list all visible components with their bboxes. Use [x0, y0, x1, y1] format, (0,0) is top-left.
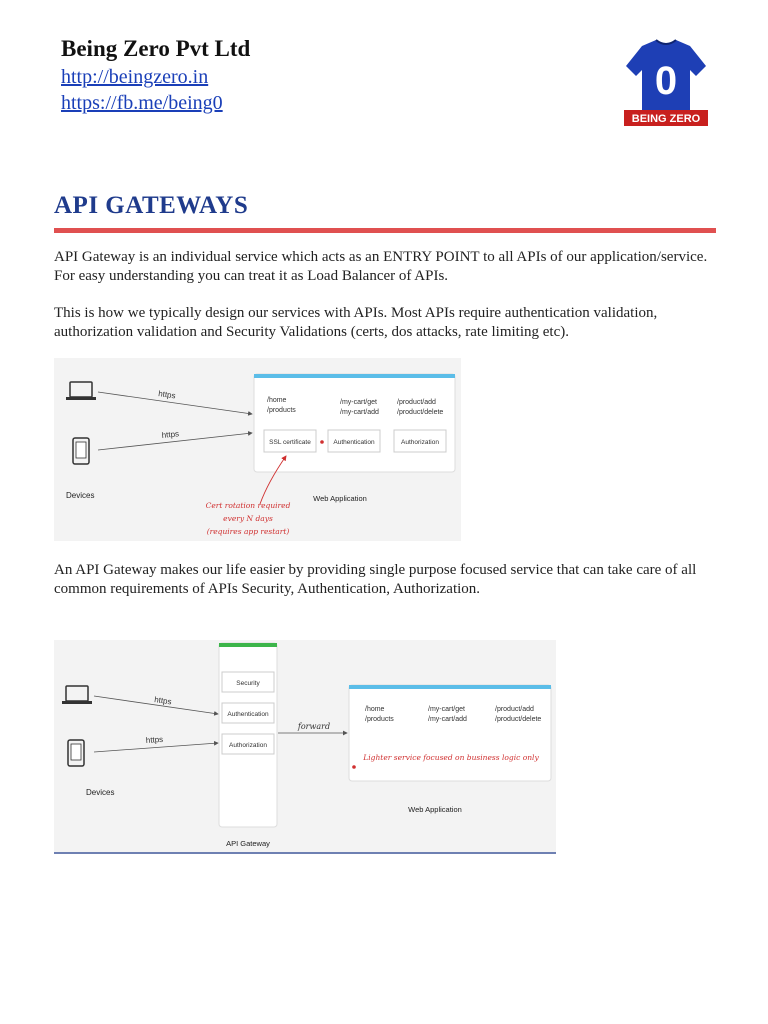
section-title: API GATEWAYS [54, 192, 249, 219]
facebook-link[interactable]: https://fb.me/being0 [61, 92, 223, 114]
https-label-bottom: https [161, 429, 180, 440]
web-application-box [349, 685, 551, 781]
svg-text:/my-cart/add: /my-cart/add [340, 409, 379, 416]
svg-text:(requires app restart): (requires app restart) [206, 527, 290, 536]
laptop-icon [62, 686, 92, 704]
svg-text:/my-cart/get: /my-cart/get [428, 706, 465, 713]
paragraph-gateway-benefit: An API Gateway makes our life easier by providing single purpose focused service that can take care of all common requirements of APIs Security, Authentication, Authorization. [54, 562, 697, 597]
diagram-typical-architecture [54, 358, 461, 541]
svg-text:SSL certificate: SSL certificate [269, 439, 311, 446]
svg-text:/product/add: /product/add [397, 399, 436, 406]
website-link[interactable]: http://beingzero.in [61, 66, 209, 88]
logo-digit: 0 [654, 59, 678, 103]
svg-text:Security: Security [236, 680, 260, 687]
devices-label: Devices [66, 491, 95, 500]
laptop-icon [66, 382, 96, 400]
company-name: Being Zero Pvt Ltd [61, 36, 251, 61]
paragraph-intro: API Gateway is an individual service which acts as an ENTRY POINT to all APIs of our application/service. For easy understanding you can treat it as Load Balancer of APIs. [54, 249, 708, 284]
svg-text:Cert rotation required: Cert rotation required [205, 501, 291, 510]
phone-icon [73, 438, 89, 464]
svg-text:Lighter service focused on bus: Lighter service focused on business logic only [363, 753, 539, 762]
svg-text:Authentication: Authentication [333, 439, 375, 446]
svg-text:/product/delete: /product/delete [397, 409, 444, 416]
logo-text: BEING ZERO [631, 113, 701, 125]
web-application-label: Web Application [313, 494, 367, 503]
being-zero-logo [624, 36, 708, 128]
svg-text:Authentication: Authentication [227, 711, 269, 718]
svg-text:/products: /products [267, 407, 296, 414]
svg-text:every N days: every N days [223, 514, 273, 523]
title-underline [54, 228, 716, 233]
svg-text:Authorization: Authorization [401, 439, 439, 446]
web-application-label: Web Application [408, 805, 462, 814]
svg-text:Devices: Devices [86, 788, 115, 797]
svg-text:Authorization: Authorization [229, 742, 267, 749]
api-gateway-label: API Gateway [226, 839, 270, 848]
diagram-api-gateway-architecture [54, 640, 556, 854]
svg-text:/products: /products [365, 716, 394, 723]
paragraph-typical-design: This is how we typically design our services with APIs. Most APIs require authentication validation, authorization validation and Security Validations (certs, dos attacks, rate limiting etc). [54, 305, 658, 340]
phone-icon [68, 740, 84, 766]
svg-text:/home: /home [267, 397, 287, 404]
svg-text:https: https [145, 734, 164, 745]
svg-text:forward: forward [297, 722, 331, 731]
svg-text:https: https [153, 695, 173, 707]
svg-text:/my-cart/add: /my-cart/add [428, 716, 467, 723]
svg-text:/product/delete: /product/delete [495, 716, 542, 723]
https-label-top: https [157, 389, 177, 401]
svg-text:/my-cart/get: /my-cart/get [340, 399, 377, 406]
svg-text:/product/add: /product/add [495, 706, 534, 713]
svg-text:/home: /home [365, 706, 385, 713]
web-application-box [254, 374, 455, 472]
